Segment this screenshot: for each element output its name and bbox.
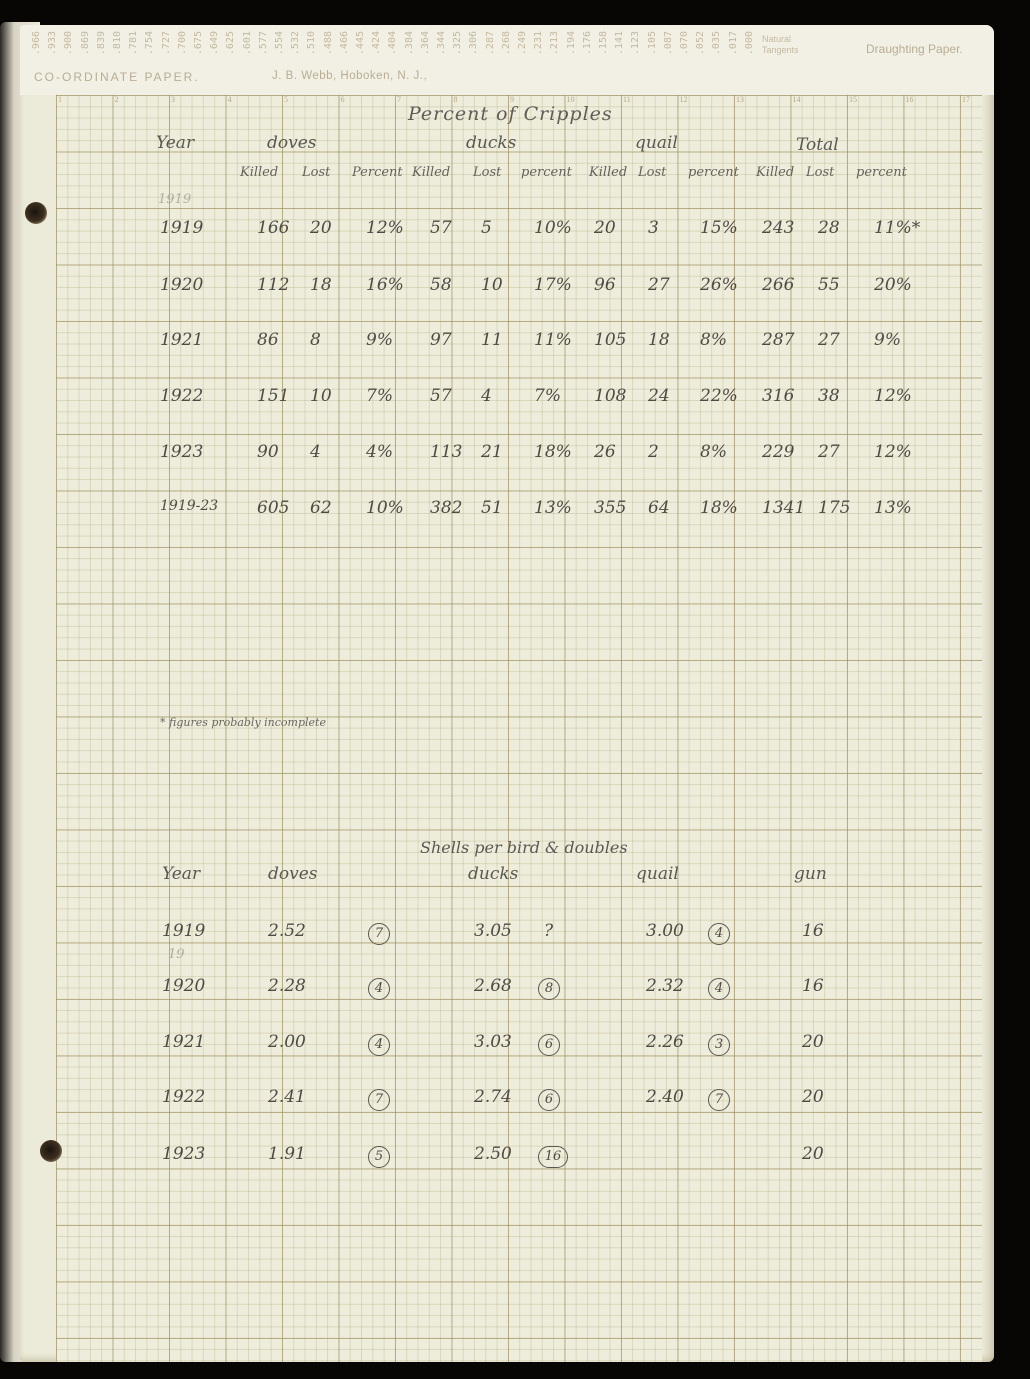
column-number: 1 — [58, 95, 62, 104]
doves-doubles-circled: 7 — [368, 923, 390, 945]
column-number: 14 — [792, 95, 801, 104]
tangent-value: .306 — [468, 31, 480, 56]
cripples-cell: 57 — [430, 386, 452, 406]
tangent-value: .933 — [47, 31, 59, 56]
cripples-cell: 112 — [257, 275, 290, 295]
cripples-subheader: percent — [521, 165, 572, 180]
cripples-cell: 382 — [430, 498, 463, 518]
cripples-cell: 605 — [257, 498, 290, 518]
cripples-cell: 8% — [700, 442, 727, 462]
doves-doubles-circled: 5 — [368, 1146, 390, 1168]
cripples-subheader: Killed — [589, 165, 628, 180]
shells-row-year: 1920 — [162, 976, 206, 996]
cripples-cell: 175 — [818, 498, 851, 518]
column-number: 9 — [510, 95, 514, 104]
cripples-cell: 105 — [594, 330, 627, 350]
tangent-value: .000 — [743, 31, 755, 56]
shells-gun-gauge: 20 — [802, 1144, 824, 1164]
column-number: 16 — [905, 95, 914, 104]
binder-hole-bottom — [40, 1140, 62, 1162]
cripples-cell: 18 — [648, 330, 670, 350]
tangent-value: .384 — [403, 31, 415, 56]
cripples-subheader: percent — [856, 165, 907, 180]
tangent-value: .364 — [419, 31, 431, 56]
cripples-cell: 10% — [366, 498, 404, 518]
cripples-title: Percent of Cripples — [408, 103, 613, 125]
shells-quail-value: 2.26 — [646, 1032, 684, 1052]
shells-gun-gauge: 20 — [802, 1087, 824, 1107]
tangent-value: .810 — [112, 31, 123, 56]
cripples-cell: 11% — [534, 330, 572, 350]
tangent-value: .249 — [517, 31, 528, 56]
cripples-cell: 9% — [366, 330, 393, 350]
cripples-subheader: Lost — [473, 165, 502, 180]
cripples-cell: 15% — [700, 218, 738, 238]
cripples-cell: 13% — [874, 498, 912, 518]
cripples-cell: 287 — [762, 330, 795, 350]
quail-doubles-circled: 3 — [708, 1034, 730, 1056]
shells-header-gun: gun — [794, 864, 827, 884]
cripples-cell: 38 — [818, 386, 840, 406]
cripples-cell: 86 — [257, 330, 279, 350]
column-number: 15 — [849, 95, 857, 104]
tangent-value: .158 — [598, 31, 609, 56]
shells-faint-year-note: 19 — [168, 947, 185, 962]
cripples-cell: 4 — [310, 442, 321, 462]
ducks-doubles-circled: 6 — [538, 1034, 560, 1056]
tangent-value: .194 — [565, 31, 577, 56]
cripples-cell: 27 — [818, 442, 840, 462]
cripples-cell: 229 — [762, 442, 795, 462]
cripples-cell: 10 — [310, 386, 332, 406]
group-header-ducks: ducks — [466, 133, 517, 153]
tangent-value: .488 — [322, 31, 334, 56]
tangent-value: .017 — [727, 31, 739, 56]
ducks-doubles-circled: 16 — [538, 1146, 568, 1168]
natural-tangents-label — [762, 34, 799, 56]
column-number: 8 — [453, 95, 458, 104]
group-header-doves: doves — [267, 133, 317, 153]
quail-doubles-circled: 7 — [708, 1089, 730, 1111]
cripples-cell: 4 — [481, 386, 492, 406]
tangent-value: .141 — [614, 31, 626, 56]
doves-doubles-circled: 4 — [368, 978, 390, 1000]
cripples-subheader: Killed — [756, 165, 795, 180]
cripples-cell: 4% — [366, 442, 393, 462]
tangent-value: .869 — [79, 31, 91, 56]
shells-quail-value: 2.32 — [646, 976, 684, 996]
cripples-cell: 2 — [648, 442, 659, 462]
cripples-subheader: Percent — [352, 165, 403, 180]
column-number: 11 — [623, 95, 631, 104]
tangent-value: .445 — [355, 31, 366, 56]
shells-row-year: 1919 — [162, 921, 206, 941]
tangent-value: .070 — [679, 31, 690, 56]
cripples-row-year: 1923 — [160, 442, 204, 462]
paper-maker: J. B. Webb, Hoboken, N. J., — [272, 70, 428, 82]
tangent-value: .601 — [241, 31, 253, 56]
cripples-cell: 11%* — [874, 218, 921, 238]
shells-header-quail: quail — [636, 864, 679, 884]
cripples-cell: 55 — [818, 275, 840, 295]
tangent-value: .052 — [695, 31, 707, 56]
cripples-cell: 97 — [430, 330, 452, 350]
natural-tangents-scale — [32, 31, 772, 71]
faint-year-note: 1919 — [158, 192, 192, 207]
tangent-value: .510 — [306, 31, 318, 56]
cripples-cell: 28 — [818, 218, 840, 238]
cripples-cell: 11 — [481, 330, 503, 350]
cripples-subheader: Lost — [806, 165, 835, 180]
shells-gun-gauge: 16 — [802, 976, 824, 996]
tangent-value: .700 — [176, 31, 188, 56]
cripples-subheader: percent — [688, 165, 739, 180]
shells-row-year: 1923 — [162, 1144, 206, 1164]
cripples-cell: 26% — [700, 275, 738, 295]
cripples-cell: 27 — [818, 330, 840, 350]
shells-doves-value: 2.41 — [268, 1087, 306, 1107]
cripples-row-year: 1921 — [160, 330, 204, 350]
cripples-cell: 8% — [700, 330, 727, 350]
cripples-cell: 12% — [874, 442, 912, 462]
cripples-cell: 96 — [594, 275, 616, 295]
cripples-cell: 13% — [534, 498, 572, 518]
tangent-value: .105 — [646, 31, 658, 56]
cripples-cell: 8 — [310, 330, 321, 350]
ducks-doubles-circled: 6 — [538, 1089, 560, 1111]
ducks-doubles-unknown: ? — [544, 921, 554, 941]
cripples-cell: 21 — [481, 442, 503, 462]
cripples-row-year: 1919 — [160, 218, 204, 238]
group-header-total: Total — [796, 135, 839, 155]
cripples-cell: 58 — [430, 275, 452, 295]
cripples-row-year: 1919-23 — [160, 498, 219, 514]
group-header-quail: quail — [635, 133, 678, 153]
shells-doves-value: 1.91 — [268, 1144, 306, 1164]
shells-header-year: Year — [162, 864, 201, 884]
cripples-cell: 22% — [700, 386, 738, 406]
cripples-cell: 113 — [430, 442, 463, 462]
shells-row-year: 1921 — [162, 1032, 206, 1052]
cripples-row-year: 1922 — [160, 386, 204, 406]
cripples-cell: 18% — [700, 498, 738, 518]
tangent-value: .035 — [711, 31, 723, 56]
cripples-cell: 12% — [366, 218, 404, 238]
cripples-cell: 26 — [594, 442, 616, 462]
column-number: 2 — [114, 95, 119, 104]
tangent-value: .123 — [630, 31, 642, 56]
shells-ducks-value: 3.05 — [474, 921, 512, 941]
cripples-cell: 57 — [430, 218, 452, 238]
cripples-cell: 51 — [481, 498, 503, 518]
column-number: 17 — [962, 95, 970, 104]
tangent-value: .754 — [144, 31, 156, 56]
shells-ducks-value: 2.50 — [474, 1144, 512, 1164]
cripples-cell: 166 — [257, 218, 290, 238]
tangent-value: .325 — [452, 31, 464, 56]
tangent-value: .087 — [662, 31, 674, 56]
paper-header-band — [20, 25, 994, 95]
column-number: 13 — [736, 95, 744, 104]
cripples-footnote: * figures probably incomplete — [160, 716, 326, 729]
shells-doves-value: 2.00 — [268, 1032, 306, 1052]
cripples-cell: 18 — [310, 275, 332, 295]
doves-doubles-circled: 4 — [368, 1034, 390, 1056]
tangents-label: Tangents — [762, 45, 799, 55]
cripples-cell: 316 — [762, 386, 795, 406]
shells-header-ducks: ducks — [468, 864, 519, 884]
column-number: 4 — [227, 95, 232, 104]
paper-brand: CO-ORDINATE PAPER. — [34, 70, 200, 84]
tangent-value: .287 — [484, 31, 496, 56]
cripples-cell: 9% — [874, 330, 901, 350]
tangent-value: .554 — [274, 31, 285, 56]
cripples-cell: 5 — [481, 218, 492, 238]
cripples-cell: 62 — [310, 498, 332, 518]
cripples-cell: 90 — [257, 442, 279, 462]
shells-quail-value: 2.40 — [646, 1087, 684, 1107]
cripples-cell: 12% — [874, 386, 912, 406]
shells-title: Shells per bird & doubles — [420, 838, 628, 857]
cripples-cell: 24 — [648, 386, 670, 406]
tangent-value: .900 — [63, 31, 75, 56]
tangent-value: .649 — [209, 31, 221, 56]
cripples-subheader: Lost — [638, 165, 667, 180]
cripples-cell: 20 — [594, 218, 616, 238]
cripples-cell: 18% — [534, 442, 572, 462]
cripples-cell: 10 — [481, 275, 503, 295]
cripples-subheader: Killed — [412, 165, 451, 180]
cripples-cell: 266 — [762, 275, 795, 295]
shells-quail-value: 3.00 — [646, 921, 684, 941]
cripples-row-year: 1920 — [160, 275, 204, 295]
doves-doubles-circled: 7 — [368, 1089, 390, 1111]
column-number: 6 — [340, 95, 345, 104]
tangent-value: .966 — [31, 31, 42, 56]
tangent-value: .839 — [95, 31, 107, 56]
cripples-cell: 108 — [594, 386, 627, 406]
column-number: 12 — [679, 95, 688, 104]
cripples-cell: 3 — [648, 218, 659, 238]
tangent-value: .344 — [436, 31, 447, 56]
cripples-cell: 27 — [648, 275, 670, 295]
tangent-value: .577 — [257, 31, 269, 56]
shells-doves-value: 2.28 — [268, 976, 306, 996]
tangent-value: .231 — [533, 31, 545, 56]
cripples-cell: 243 — [762, 218, 795, 238]
tangent-value: .176 — [581, 31, 593, 56]
cripples-cell: 17% — [534, 275, 572, 295]
cripples-year-header: Year — [156, 133, 195, 153]
cripples-cell: 7% — [366, 386, 393, 406]
cripples-cell: 16% — [366, 275, 404, 295]
cripples-cell: 355 — [594, 498, 627, 518]
natural-label: Natural — [762, 34, 792, 44]
tangent-value: .532 — [290, 31, 302, 56]
cripples-subheader: Killed — [240, 165, 279, 180]
tangent-value: .213 — [549, 31, 561, 56]
cripples-cell: 151 — [257, 386, 290, 406]
cripples-cell: 20% — [874, 275, 912, 295]
cripples-cell: 10% — [534, 218, 572, 238]
binder-hole-top — [25, 202, 47, 224]
tangent-value: .268 — [500, 31, 512, 56]
tangent-value: .424 — [371, 31, 383, 56]
shells-doves-value: 2.52 — [268, 921, 306, 941]
shells-ducks-value: 2.68 — [474, 976, 512, 996]
shells-ducks-value: 2.74 — [474, 1087, 512, 1107]
shells-row-year: 1922 — [162, 1087, 206, 1107]
quail-doubles-circled: 4 — [708, 923, 730, 945]
cripples-subheader: Lost — [302, 165, 331, 180]
draughting-paper-label: Draughting Paper. — [866, 42, 963, 56]
shells-gun-gauge: 16 — [802, 921, 824, 941]
column-number: 5 — [284, 95, 288, 104]
tangent-value: .727 — [160, 31, 172, 56]
tangent-value: .781 — [128, 31, 140, 56]
column-number: 3 — [171, 95, 175, 104]
cripples-cell: 1341 — [762, 498, 806, 518]
cripples-cell: 64 — [648, 498, 670, 518]
tangent-value: .625 — [225, 31, 237, 56]
shells-header-doves: doves — [268, 864, 318, 884]
shells-ducks-value: 3.03 — [474, 1032, 512, 1052]
column-number: 7 — [397, 95, 401, 104]
tangent-value: .404 — [387, 31, 399, 56]
ducks-doubles-circled: 8 — [538, 978, 560, 1000]
quail-doubles-circled: 4 — [708, 978, 730, 1000]
tangent-value: .675 — [193, 31, 204, 56]
cripples-cell: 7% — [534, 386, 561, 406]
column-number: 10 — [566, 95, 575, 104]
tangent-value: .466 — [338, 31, 350, 56]
cripples-cell: 20 — [310, 218, 332, 238]
shells-gun-gauge: 20 — [802, 1032, 824, 1052]
